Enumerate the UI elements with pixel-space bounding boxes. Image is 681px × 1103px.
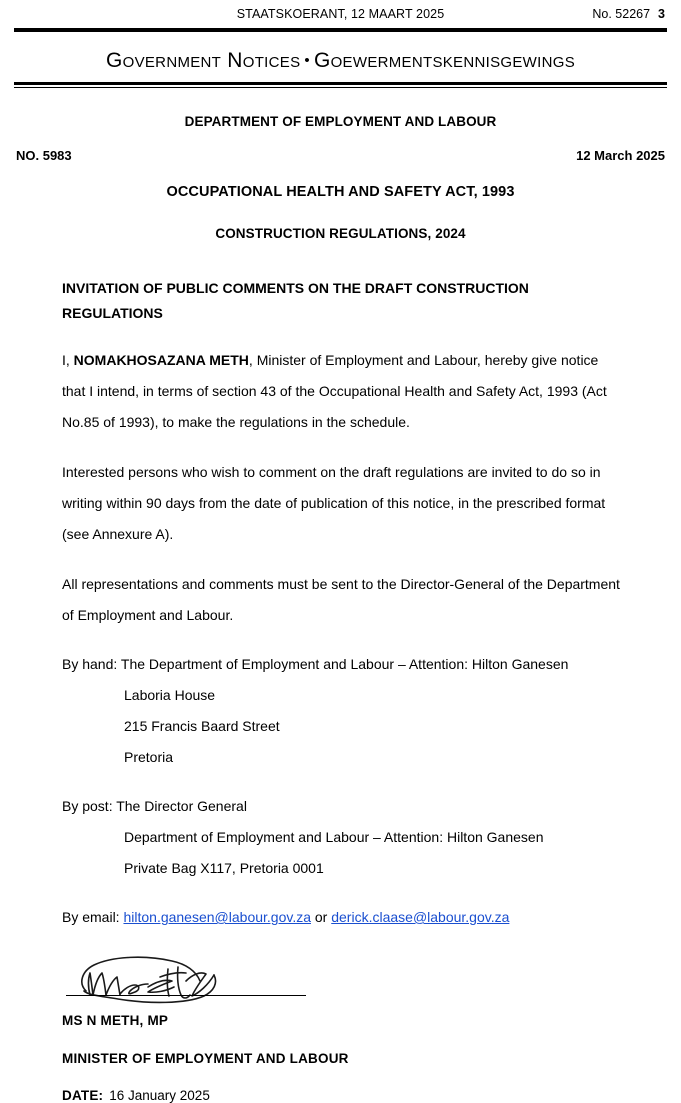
signature-image [68, 951, 318, 1007]
intro-prefix: I, [62, 352, 74, 368]
paragraph-intro [62, 345, 622, 438]
signature-area [62, 953, 651, 1011]
bullet-separator-icon: • [304, 52, 310, 69]
by-post-address-line: Department of Employment and Labour – Attention: Hilton Ganesen [124, 829, 544, 845]
notice-meta-line [14, 148, 667, 166]
page-number: 3 [658, 7, 665, 21]
banner-rule-thick [14, 82, 667, 85]
email-conjunction: or [314, 909, 328, 925]
paragraph-comment-window: Interested persons who wish to comment on the draft regulations are invited to do so in writing within 90 days from the date of publication of this notice, in the prescribed format (see Annexure A). [62, 464, 606, 542]
by-hand-address-line: Laboria House [124, 687, 216, 703]
act-title: OCCUPATIONAL HEALTH AND SAFETY ACT, 1993 [166, 184, 515, 200]
banner-right-text: Goewermentskennisgewings [313, 49, 576, 72]
banner-rule [14, 82, 667, 88]
signer-role: MINISTER OF EMPLOYMENT AND LABOUR [62, 1051, 349, 1066]
running-header [14, 0, 667, 26]
by-hand-address-line: 215 Francis Baard Street [124, 718, 280, 734]
intro-rest: , Minister of Employment and Labour, hereby give notice that I intend, in terms of section 43 of the Occupational Health and Safety Act, 1993 (Act No.85 of 1993), to make the regulations in the schedule. [62, 352, 607, 430]
email-link-primary[interactable]: hilton.ganesen@labour.gov.za [123, 909, 311, 925]
by-hand-address-line: Pretoria [124, 749, 174, 765]
minister-name: NOMAKHOSAZANA METH [73, 352, 249, 368]
body-content [62, 276, 651, 1103]
by-post-block [62, 791, 651, 884]
notice-number: NO. 5983 [16, 148, 72, 163]
gazette-number: No. 52267 [592, 7, 651, 21]
signature-date [62, 1088, 651, 1103]
invitation-heading: INVITATION OF PUBLIC COMMENTS ON THE DRAFT CONSTRUCTION REGULATIONS [62, 280, 529, 321]
email-link-secondary[interactable]: derick.claase@labour.gov.za [331, 909, 510, 925]
section-banner [14, 49, 667, 73]
regulations-title: CONSTRUCTION REGULATIONS, 2024 [215, 226, 466, 241]
by-post-line: By post: The Director General [62, 798, 247, 814]
notice-date: 12 March 2025 [576, 148, 665, 163]
gazette-number-and-page [592, 7, 665, 21]
by-email-block [62, 902, 651, 933]
by-email-line [62, 902, 651, 933]
by-hand-block [62, 649, 651, 773]
by-email-label: By email: [62, 909, 120, 925]
by-hand-line: By hand: The Department of Employment and Labour – Attention: Hilton Ganesen [62, 656, 569, 672]
gazette-title: STAATSKOERANT, 12 MAART 2025 [236, 7, 445, 21]
date-label: DATE: [62, 1088, 104, 1103]
banner-rule-thin [14, 87, 667, 88]
date-value: 16 January 2025 [109, 1088, 210, 1103]
signer-name: MS N METH, MP [62, 1013, 169, 1028]
signature-rule [66, 995, 306, 996]
department-title: DEPARTMENT OF EMPLOYMENT AND LABOUR [184, 114, 497, 129]
banner-left-text: Government Notices [105, 49, 301, 72]
header-rule [14, 28, 667, 32]
paragraph-representations: All representations and comments must be sent to the Director-General of the Department of Employment and Labour. [62, 576, 620, 623]
by-post-address-line: Private Bag X117, Pretoria 0001 [124, 860, 324, 876]
